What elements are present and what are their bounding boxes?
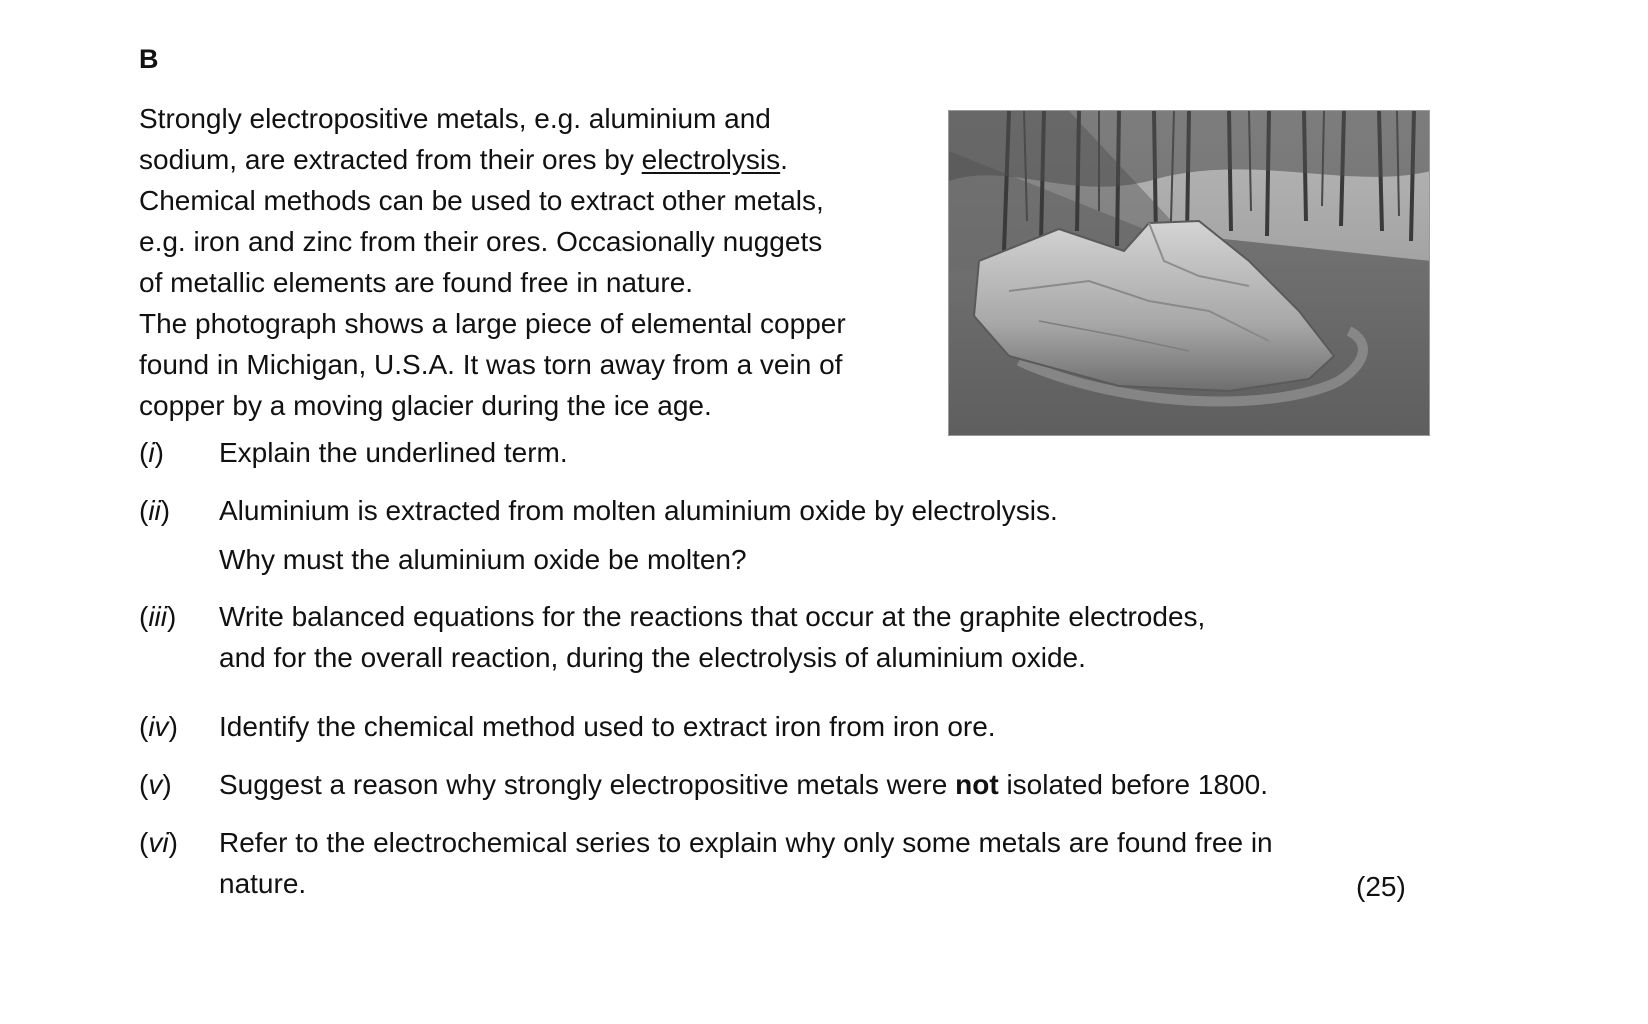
question-line: Write balanced equations for the reactions that occur at the graphite electrodes, (219, 601, 1206, 632)
question-number: (i) (139, 437, 164, 468)
question-number: (vi) (139, 827, 178, 858)
question-text (219, 490, 1058, 580)
question-line: Explain the underlined term. (219, 437, 568, 468)
question-fragment: Suggest a reason why strongly electropositive metals were (219, 769, 956, 800)
section-label: B (139, 44, 159, 74)
question-line: Identify the chemical method used to extract iron from iron ore. (219, 711, 996, 742)
question-number: (ii) (139, 495, 171, 526)
question-text (219, 596, 1205, 678)
question-iv (139, 706, 1439, 747)
question-ii (139, 490, 1439, 575)
question-line: and for the overall reaction, during the electrolysis of aluminium oxide. (219, 642, 1086, 673)
question-iii (139, 596, 1439, 678)
intro-paragraph (139, 98, 939, 426)
intro-line: of metallic elements are found free in nature. (139, 267, 694, 298)
question-vi (139, 822, 1439, 904)
question-text (219, 764, 1268, 805)
question-line: nature. (219, 868, 307, 899)
intro-line: The photograph shows a large piece of elemental copper (139, 308, 846, 339)
question-text (219, 822, 1273, 904)
question-number: (iii) (139, 601, 177, 632)
copper-boulder-photo (948, 110, 1430, 436)
intro-line: e.g. iron and zinc from their ores. Occasionally nuggets (139, 226, 823, 257)
intro-line: copper by a moving glacier during the ice age. (139, 390, 712, 421)
question-line (219, 764, 1268, 805)
intro-line: Chemical methods can be used to extract other metals, (139, 185, 824, 216)
intro-line: found in Michigan, U.S.A. It was torn away from a vein of (139, 349, 843, 380)
intro-text: sodium, are extracted from their ores by (139, 144, 642, 175)
question-i (139, 432, 1439, 473)
intro-text: . (780, 144, 788, 175)
question-v (139, 764, 1439, 805)
question-text (219, 706, 996, 747)
intro-line: Strongly electropositive metals, e.g. aluminium and (139, 103, 771, 134)
question-fragment: isolated before 1800. (998, 769, 1268, 800)
question-text (219, 432, 568, 473)
intro-line (139, 139, 939, 180)
question-line: Refer to the electrochemical series to explain why only some metals are found free in (219, 827, 1273, 858)
question-line: Why must the aluminium oxide be molten? (219, 544, 747, 575)
question-line: Aluminium is extracted from molten aluminium oxide by electrolysis. (219, 495, 1058, 526)
question-number: (v) (139, 769, 172, 800)
bold-word: not (955, 769, 999, 800)
question-number: (iv) (139, 711, 178, 742)
underlined-term: electrolysis (641, 144, 781, 175)
marks-total: (25) (1356, 871, 1406, 902)
